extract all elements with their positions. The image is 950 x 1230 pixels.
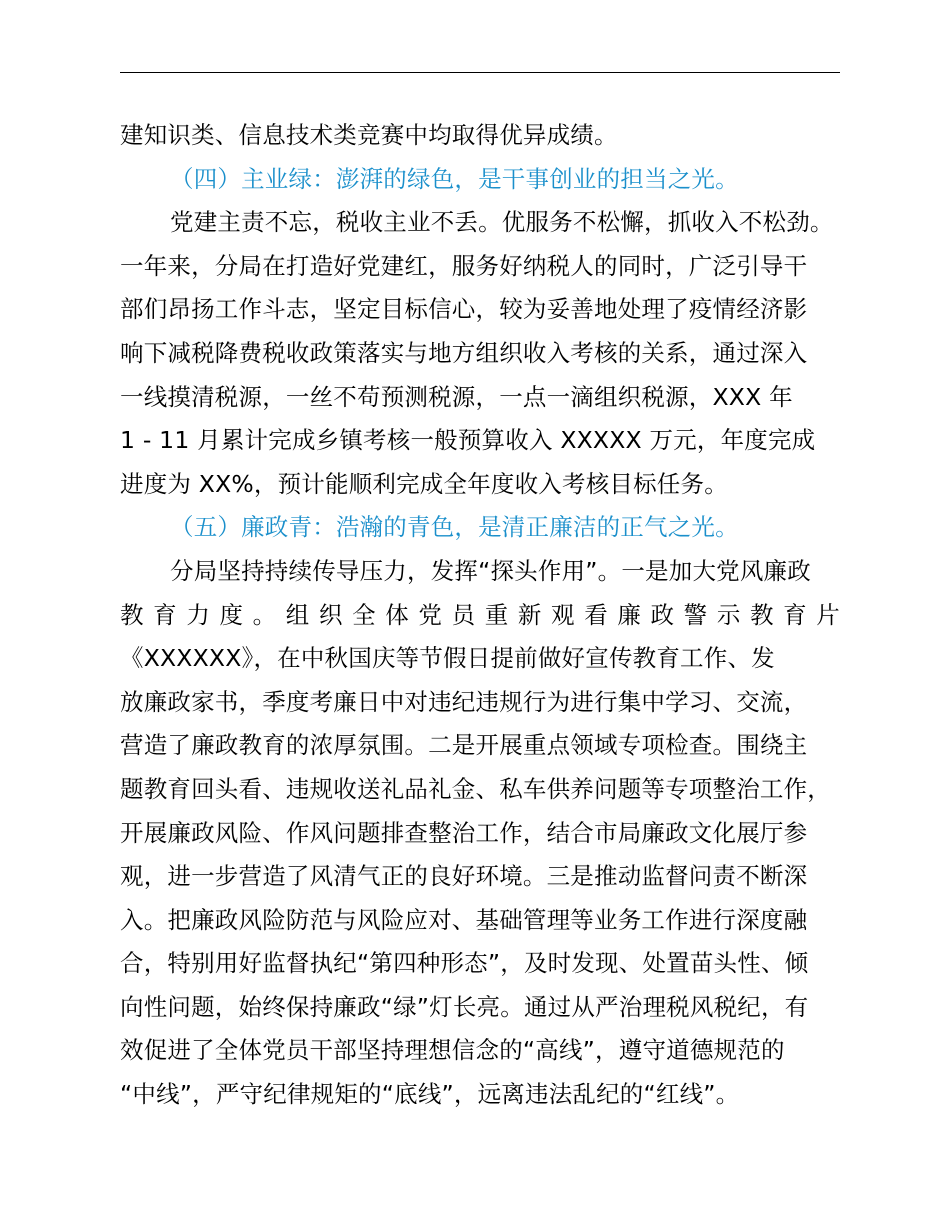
paragraph-line: 1 - 11 月累计完成乡镇考核一般预算收入 XXXXX 万元，年度完成: [120, 426, 816, 455]
justified-char: 看: [584, 600, 608, 629]
paragraph-line: 题教育回头看、违规收送礼品礼金、私车供养问题等专项整治工作，: [120, 774, 831, 803]
justified-char: 廉: [617, 600, 642, 629]
justified-line: [120, 594, 840, 638]
paragraph-line: 建知识类、信息技术类竞赛中均取得优异成绩。: [120, 121, 618, 149]
paragraph-line: 营造了廉政教育的浓厚氛围。二是开展重点领域专项检查。围绕主: [120, 731, 808, 760]
justified-char: 力: [186, 600, 211, 629]
justified-char: 教: [749, 600, 774, 629]
justified-char: 新: [517, 600, 542, 629]
paragraph-line: 放廉政家书，季度考廉日中对违纪违规行为进行集中学习、交流，: [120, 687, 808, 716]
header-rule: [120, 72, 840, 73]
paragraph-line: 进度为 XX%，预计能顺利完成全年度收入考核目标任务。: [120, 469, 728, 498]
justified-char: 育: [153, 600, 177, 629]
justified-char: 全: [352, 600, 376, 629]
justified-char: 党: [418, 600, 443, 629]
paragraph-line: 观，进一步营造了风清气正的良好环境。三是推动监督问责不断深: [120, 862, 808, 891]
paragraph-line: 《XXXXXX》，在中秋国庆等节假日提前做好宣传教育工作、发: [120, 644, 775, 673]
justified-char: 警: [683, 600, 708, 629]
paragraph-line: 向性问题，始终保持廉政“绿”灯长亮。通过从严治理税风税纪，有: [120, 992, 809, 1021]
justified-char: 政: [650, 600, 675, 629]
paragraph-line: 效促进了全体党员干部坚持理想信念的“高线”，遵守道德规范的: [120, 1036, 785, 1065]
paragraph-line: 入。把廉政风险防范与风险应对、基础管理等业务工作进行深度融: [120, 905, 808, 934]
paragraph-line: 响下减税降费税收政策落实与地方组织收入考核的关系，通过深入: [120, 338, 808, 367]
paragraph-line: “中线”，严守纪律规矩的“底线”，远离违法乱纪的“红线”。: [120, 1080, 740, 1109]
justified-char: 度: [219, 600, 244, 629]
justified-char: 组: [285, 600, 310, 629]
section-heading-4: （四）主业绿：澎湃的绿色，是干事创业的担当之光。: [170, 164, 739, 193]
body-text: [120, 114, 850, 1117]
paragraph-line: 分局坚持持续传导压力，发挥“探头作用”。一是加大党风廉政: [170, 556, 811, 585]
justified-char: 教: [120, 600, 144, 629]
paragraph-line: 部们昂扬工作斗志，坚定目标信心，较为妥善地处理了疫情经济影: [120, 295, 808, 324]
paragraph-line: 一年来，分局在打造好党建红，服务好纳税人的同时，广泛引导干: [120, 251, 808, 280]
justified-char: 观: [551, 600, 575, 629]
paragraph-line: 合，特别用好监督执纪“第四种形态”，及时发现、处置苗头性、倾: [120, 949, 809, 978]
justified-char: 体: [385, 600, 409, 629]
justified-char: 重: [484, 600, 509, 629]
justified-char: 员: [451, 600, 476, 629]
justified-char: 示: [716, 600, 741, 629]
section-heading-5: （五）廉政青：浩瀚的青色，是清正廉洁的正气之光。: [170, 513, 739, 542]
justified-char: 。: [252, 600, 277, 629]
justified-char: 织: [318, 600, 343, 629]
paragraph-line: 一线摸清税源，一丝不苟预测税源，一点一滴组织税源，XXX 年: [120, 382, 793, 411]
justified-char: 片: [816, 600, 840, 629]
paragraph-line: 党建主责不忘，税收主业不丢。优服务不松懈，抓收入不松劲。: [170, 208, 834, 237]
paragraph-line: 开展廉政风险、作风问题排查整治工作，结合市局廉政文化展厅参: [120, 818, 808, 847]
justified-char: 育: [783, 600, 807, 629]
